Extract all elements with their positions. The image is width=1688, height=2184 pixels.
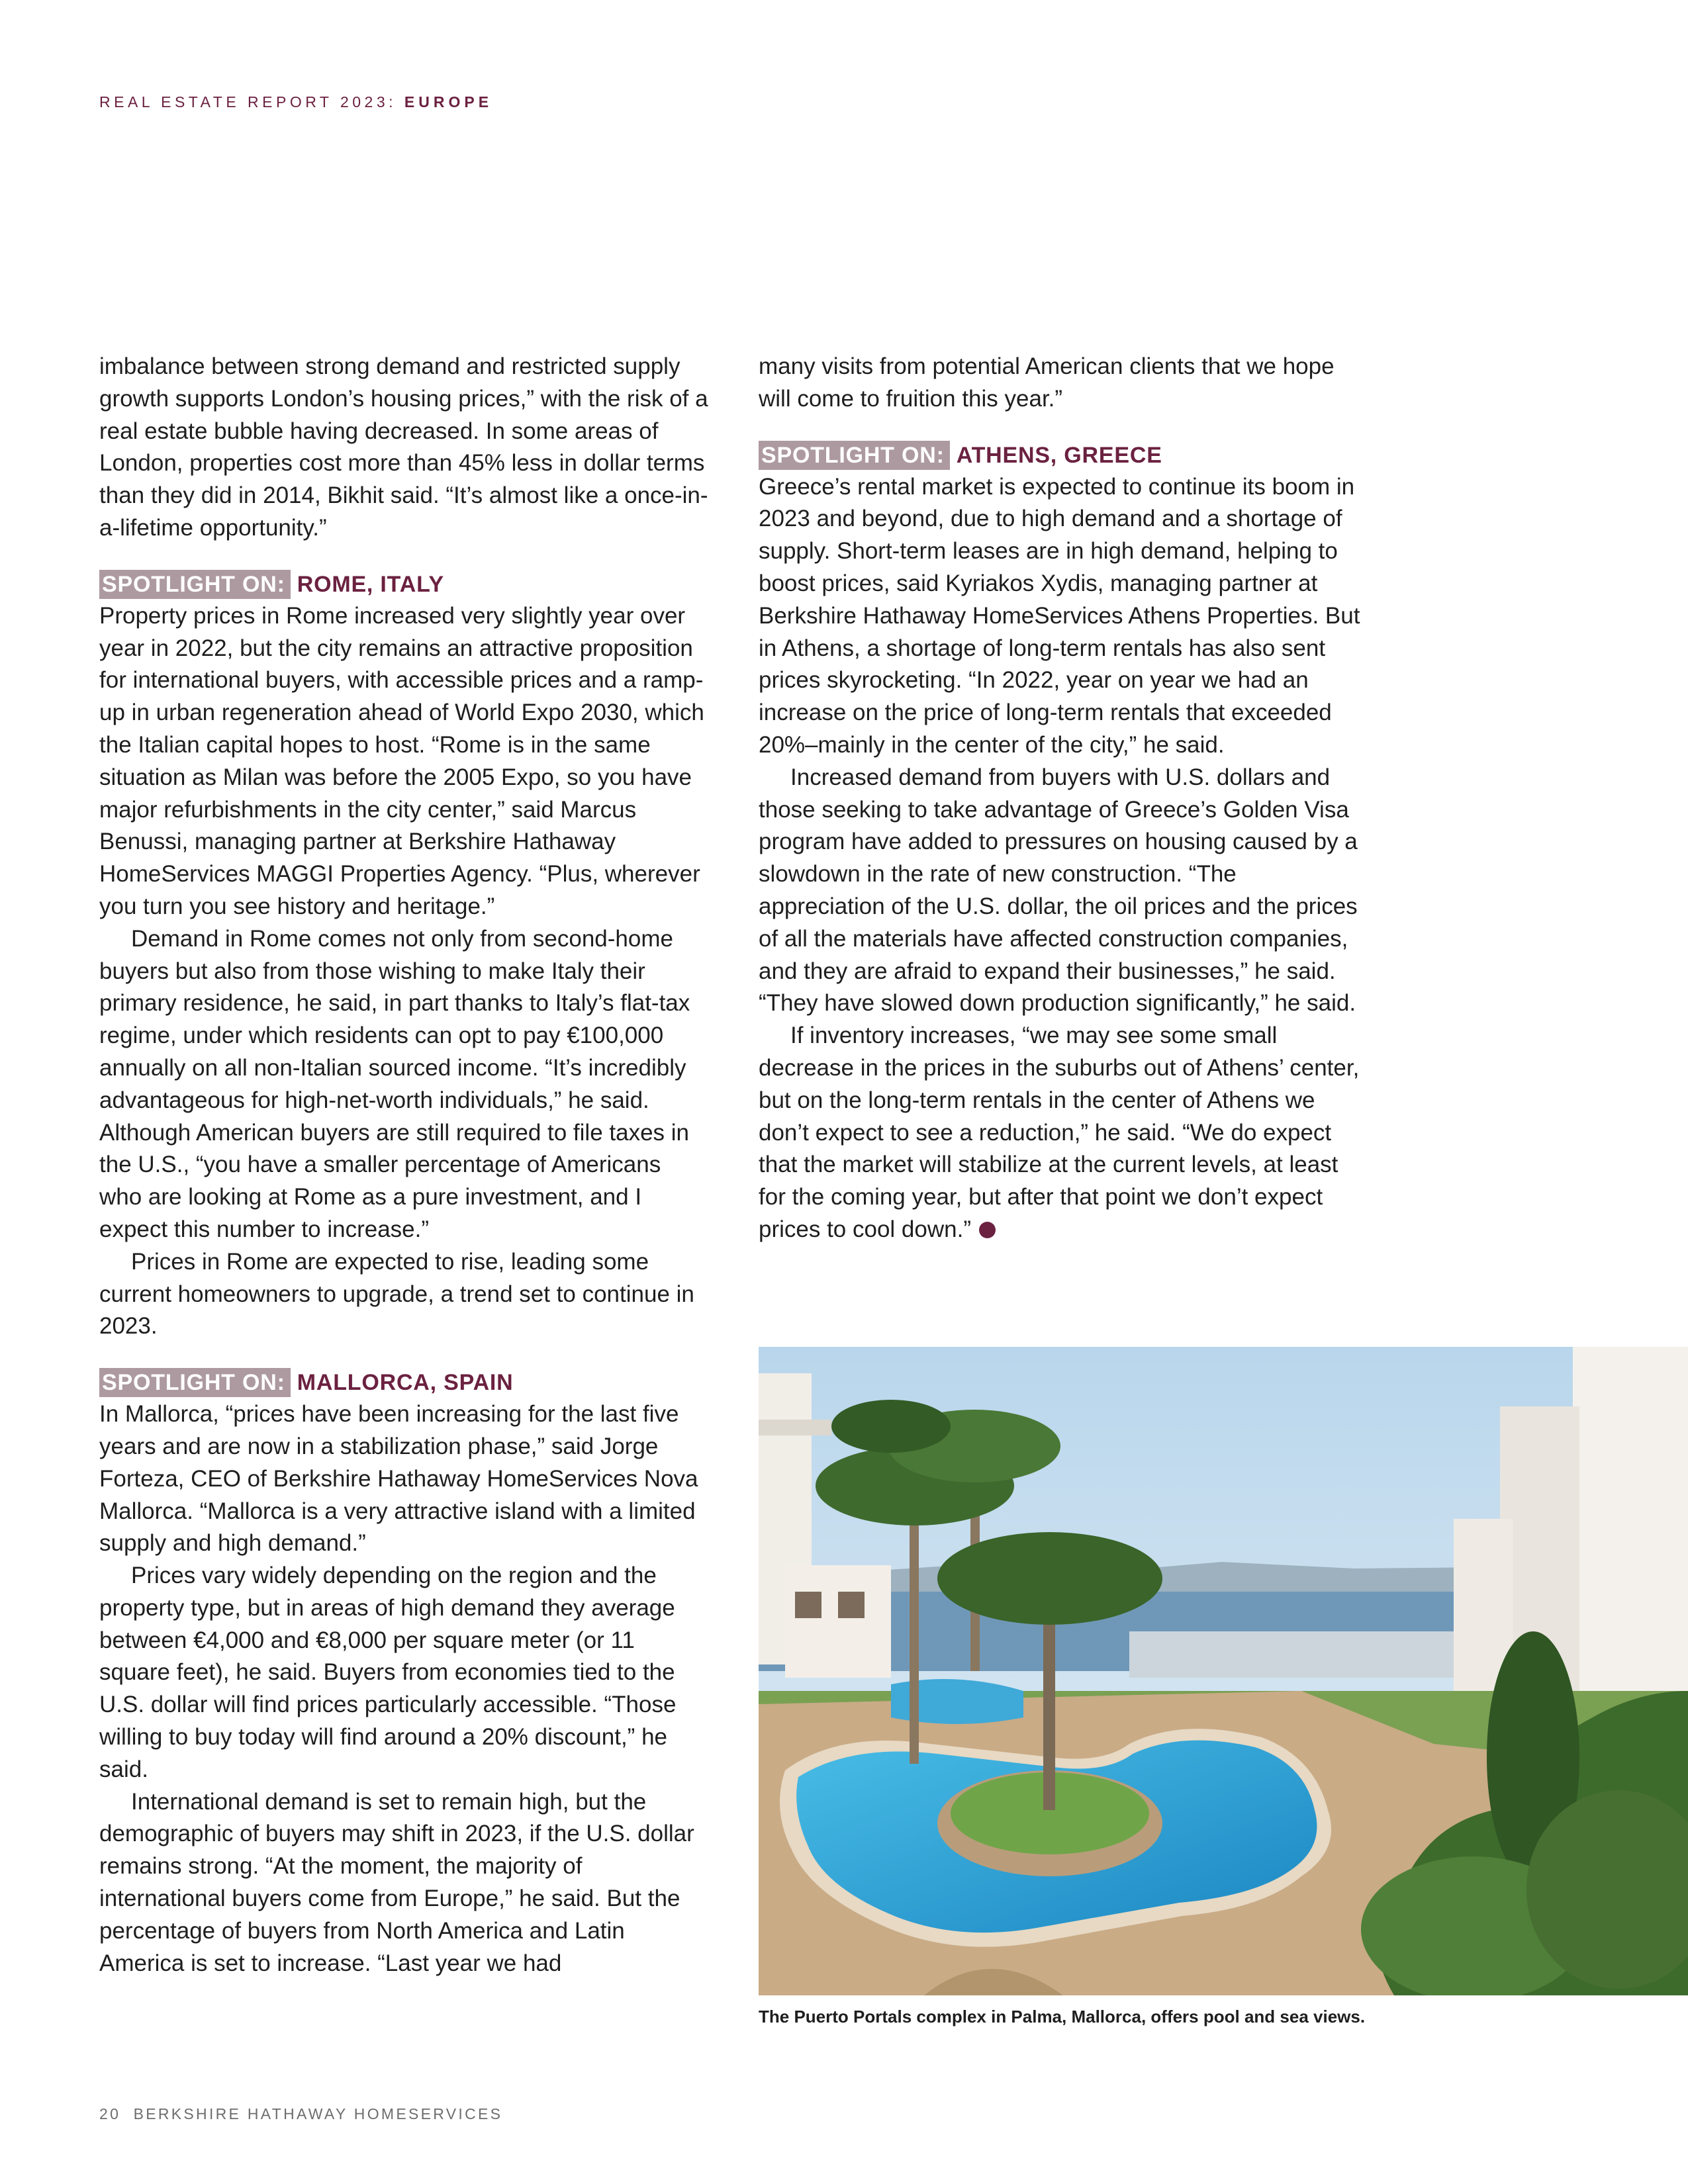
- resort-illustration: [759, 1347, 1688, 1995]
- end-mark-icon: [979, 1222, 996, 1238]
- publisher-name: BERKSHIRE HATHAWAY HOMESERVICES: [133, 2105, 503, 2122]
- resort-photo: [759, 1347, 1688, 1995]
- article-paragraph: Prices in Rome are expected to rise, leading some current homeowners to upgrade, a trend set to continue in 2023.: [99, 1248, 694, 1340]
- spotlight-place: ATHENS, GREECE: [956, 442, 1162, 468]
- article-paragraph-text: If inventory increases, “we may see some small decrease in the prices in the suburbs out of Athens’ center, but on the long-term rentals in the center of Athens we don’t expect to see a reduction,” he said. “We do expect that the market will stabilize at the current levels, at least for the coming year, but after that point we don’t expect prices to cool down.”: [759, 1023, 1360, 1242]
- spotlight-place: MALLORCA, SPAIN: [297, 1370, 514, 1396]
- running-head-section: EUROPE: [404, 93, 493, 111]
- page-number: 20: [99, 2105, 121, 2122]
- article-paragraph: Property prices in Rome increased very slightly year over year in 2022, but the city remains an attractive proposition for international buyers, with accessible prices and a ramp-up in urban regeneration ahead of World Expo 2030, which the Italian capital hopes to host. “Rome is in the same situation as Milan was before the 2005 Expo, so you have major refurbishments in the city center,” said Marcus Benussi, managing partner at Berkshire Hathaway HomeServices MAGGI Properties Agency. “Plus, wherever you turn you see history and heritage.”: [99, 602, 704, 919]
- spotlight-heading-athens: [759, 439, 1368, 471]
- article-paragraph: Greece’s rental market is expected to continue its boom in 2023 and beyond, due to high demand and a shortage of supply. Short-term leases are in high demand, helping to boost prices, said Kyriakos Xydis, managing partner at Berkshire Hathaway HomeServices Athens Properties. But in Athens, a shortage of long-term rentals has also sent prices skyrocketing. “In 2022, year on year we had an increase on the price of long-term rentals that exceeded 20%–mainly in the center of the city,” he said.: [759, 473, 1360, 758]
- article-paragraph: International demand is set to remain high, but the demographic of buyers may shift in 2023, if the U.S. dollar remains strong. “At the moment, the majority of international buyers come from Europe,” he said. But the percentage of buyers from North America and Latin America is set to increase. “Last year we had: [99, 1788, 694, 1976]
- spotlight-tag: SPOTLIGHT ON:: [99, 1368, 291, 1397]
- left-column: [99, 351, 708, 1979]
- spotlight-heading-rome: [99, 569, 708, 600]
- page-footer: [99, 2105, 502, 2123]
- article-paragraph: imbalance between strong demand and restricted supply growth supports London’s housing prices,” with the risk of a real estate bubble having decreased. In some areas of London, properties cost more than 45% less in dollar terms than they did in 2014, Bikhit said. “It’s almost like a once-in-a-lifetime opportunity.”: [99, 353, 708, 541]
- spotlight-heading-mallorca: [99, 1367, 708, 1398]
- right-column: [759, 351, 1368, 1246]
- article-paragraph: [759, 1020, 1368, 1246]
- article-paragraph: Increased demand from buyers with U.S. dollars and those seeking to take advantage of Greece’s Golden Visa program have added to pressures on housing caused by a slowdown in the rate of new construction. “The appreciation of the U.S. dollar, the oil prices and the prices of all the materials have affected construction companies, and they are afraid to expand their businesses,” he said. “They have slowed down production significantly,” he said.: [759, 764, 1358, 1017]
- spotlight-tag: SPOTLIGHT ON:: [759, 441, 950, 470]
- article-paragraph: Prices vary widely depending on the region and the property type, but in areas of high demand they average between €4,000 and €8,000 per square meter (or 11 square feet), he said. Buyers from economies tied to the U.S. dollar will find prices particularly accessible. “Those willing to buy today will find around a 20% discount,” he said.: [99, 1563, 677, 1782]
- article-paragraph: In Mallorca, “prices have been increasing for the last five years and are now in a stabilization phase,” said Jorge Forteza, CEO of Berkshire Hathaway HomeServices Nova Mallorca. “Mallorca is a very attractive island with a limited supply and high demand.”: [99, 1401, 698, 1557]
- running-head: [99, 93, 492, 111]
- spotlight-place: ROME, ITALY: [297, 571, 444, 597]
- running-head-prefix: REAL ESTATE REPORT 2023:: [99, 93, 397, 111]
- article-paragraph: many visits from potential American clients that we hope will come to fruition this year.”: [759, 353, 1335, 412]
- photo-caption: The Puerto Portals complex in Palma, Mallorca, offers pool and sea views.: [759, 2007, 1366, 2026]
- spotlight-tag: SPOTLIGHT ON:: [99, 570, 291, 599]
- article-paragraph: Demand in Rome comes not only from second-home buyers but also from those wishing to make Italy their primary residence, he said, in part thanks to Italy’s flat-tax regime, under which residents can opt to pay €100,000 annually on all non-Italian sourced income. “It’s incredibly advantageous for high-net-worth individuals,” he said. Although American buyers are still required to file taxes in the U.S., “you have a smaller percentage of Americans who are looking at Rome as a pure investment, and I expect this number to increase.”: [99, 925, 690, 1242]
